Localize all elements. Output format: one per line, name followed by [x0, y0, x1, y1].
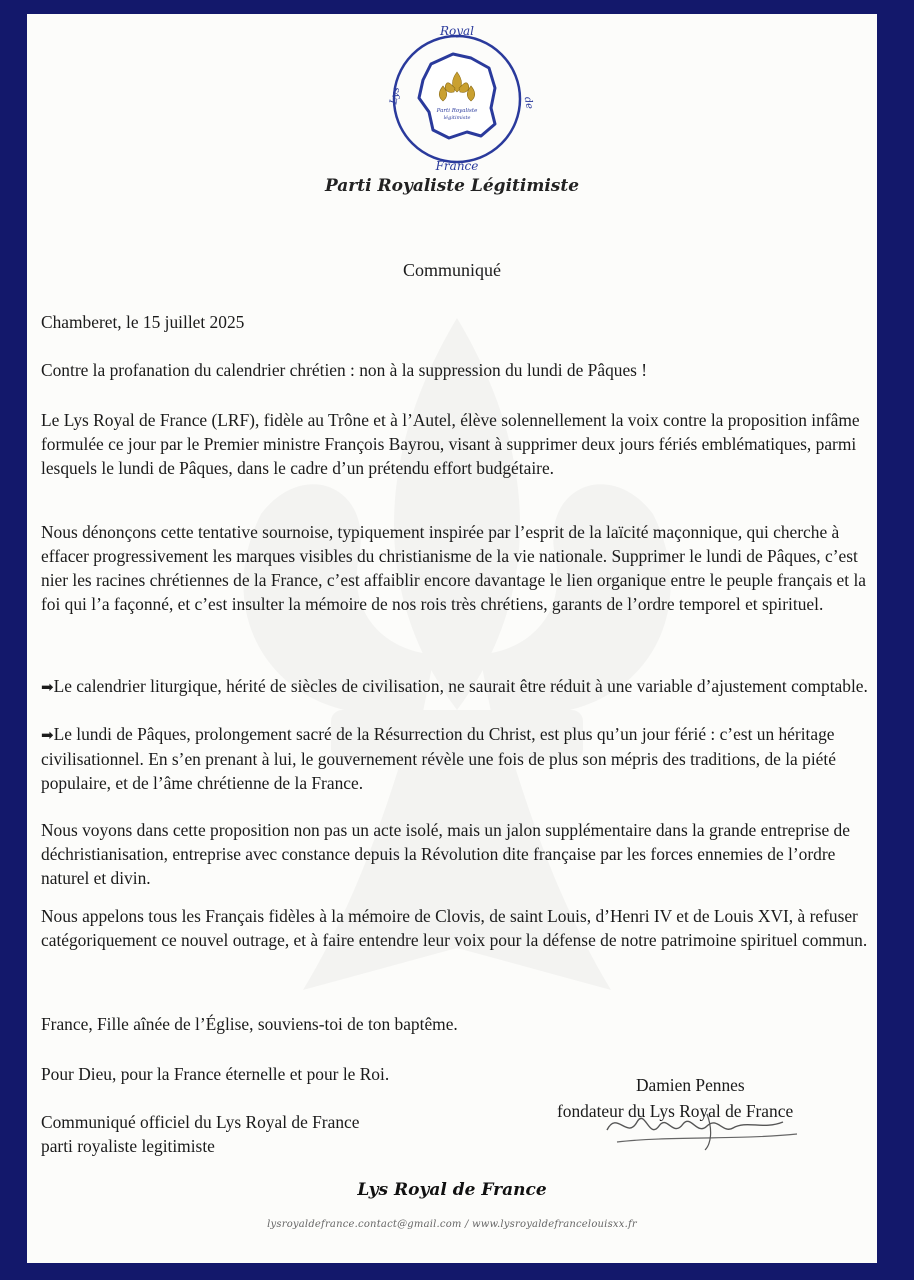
paragraph-4: Nous appelons tous les Français fidèles à la mémoire de Clovis, de saint Louis, d’Henri IV et de Louis XVI, à refuser catégoriquement ce nouvel outrage, et à faire entendre leur voix pour la défense de notre patrimoine spirituel commun.: [41, 906, 868, 950]
party-logo: [383, 24, 535, 174]
closing-line-2: parti royaliste legitimiste: [41, 1136, 215, 1156]
paragraph-2: Nous dénonçons cette tentative sournoise, typiquement inspirée par l’esprit de la laïcité maçonnique, qui cherche à effacer progressivement les marques visibles du christianisme de la vie nationale. Supprimer le lundi de Pâques, c’est nier les racines chrétiennes de la France, c’est affaiblir encore davantage le lien organique entre le peuple français et la foi qui l’a façonné, et c’est insulter la mémoire de nos rois très chrétiens, garants de l’ordre temporel et spirituel.: [41, 522, 867, 614]
document-title: Communiqué: [403, 260, 501, 280]
signatory-role: fondateur du Lys Royal de France: [557, 1101, 794, 1121]
closing-line-1: Communiqué officiel du Lys Royal de France: [41, 1112, 360, 1132]
bullet-text: Le calendrier liturgique, hérité de siècles de civilisation, ne saurait être réduit à une variable d’ajustement comptable.: [53, 676, 868, 696]
logo-ring-bottom: France: [435, 159, 479, 173]
footer-brand: Lys Royal de France: [357, 1180, 547, 1200]
bullet-item: [41, 722, 876, 795]
paragraph-1: Le Lys Royal de France (LRF), fidèle au Trône et à l’Autel, élève solennellement la voix contre la proposition infâme formulée ce jour par le Premier ministre François Bayrou, visant à supprimer deux jours fériés emblématiques, parmi lesquels le lundi de Pâques, dans le cadre d’un prétendu effort budgétaire.: [41, 410, 860, 478]
logo-map-line2: légitimiste: [443, 115, 471, 121]
logo-ring-left: Lys: [388, 86, 403, 106]
party-name: Parti Royaliste Légitimiste: [324, 176, 580, 196]
headline: Contre la profanation du calendrier chrétien : non à la suppression du lundi de Pâques !: [41, 360, 648, 380]
signatory-name: Damien Pennes: [636, 1075, 745, 1095]
paragraph-3: Nous voyons dans cette proposition non pas un acte isolé, mais un jalon supplémentaire dans la grande entreprise de déchristianisation, entreprise avec constance depuis la Révolution dite française par les forces ennemies de l’ordre naturel et divin.: [41, 820, 850, 888]
arrow-icon: ➡: [41, 726, 54, 744]
letter-page: [27, 14, 877, 1263]
logo-map-line1: Parti Royaliste: [436, 108, 478, 114]
place-date: Chamberet, le 15 juillet 2025: [41, 312, 245, 332]
bullet-item: [41, 674, 876, 699]
paragraph-6: Pour Dieu, pour la France éternelle et pour le Roi.: [41, 1064, 390, 1084]
logo-ring-right: de: [521, 95, 535, 110]
footer-contact: lysroyaldefrance.contact@gmail.com / www.lysroyaldefrancelouisxx.fr: [267, 1219, 637, 1230]
bullet-text: Le lundi de Pâques, prolongement sacré de la Résurrection du Christ, est plus qu’un jour férié : c’est un héritage civilisationnel. En s’en prenant à lui, le gouvernement révèle une fois de plus son mépris des traditions, de la piété populaire, et de l’âme chrétienne de la France.: [41, 724, 836, 793]
paragraph-5: France, Fille aînée de l’Église, souviens-toi de ton baptême.: [41, 1014, 458, 1034]
logo-ring-top: Royal: [439, 24, 475, 38]
arrow-icon: ➡: [41, 678, 54, 696]
